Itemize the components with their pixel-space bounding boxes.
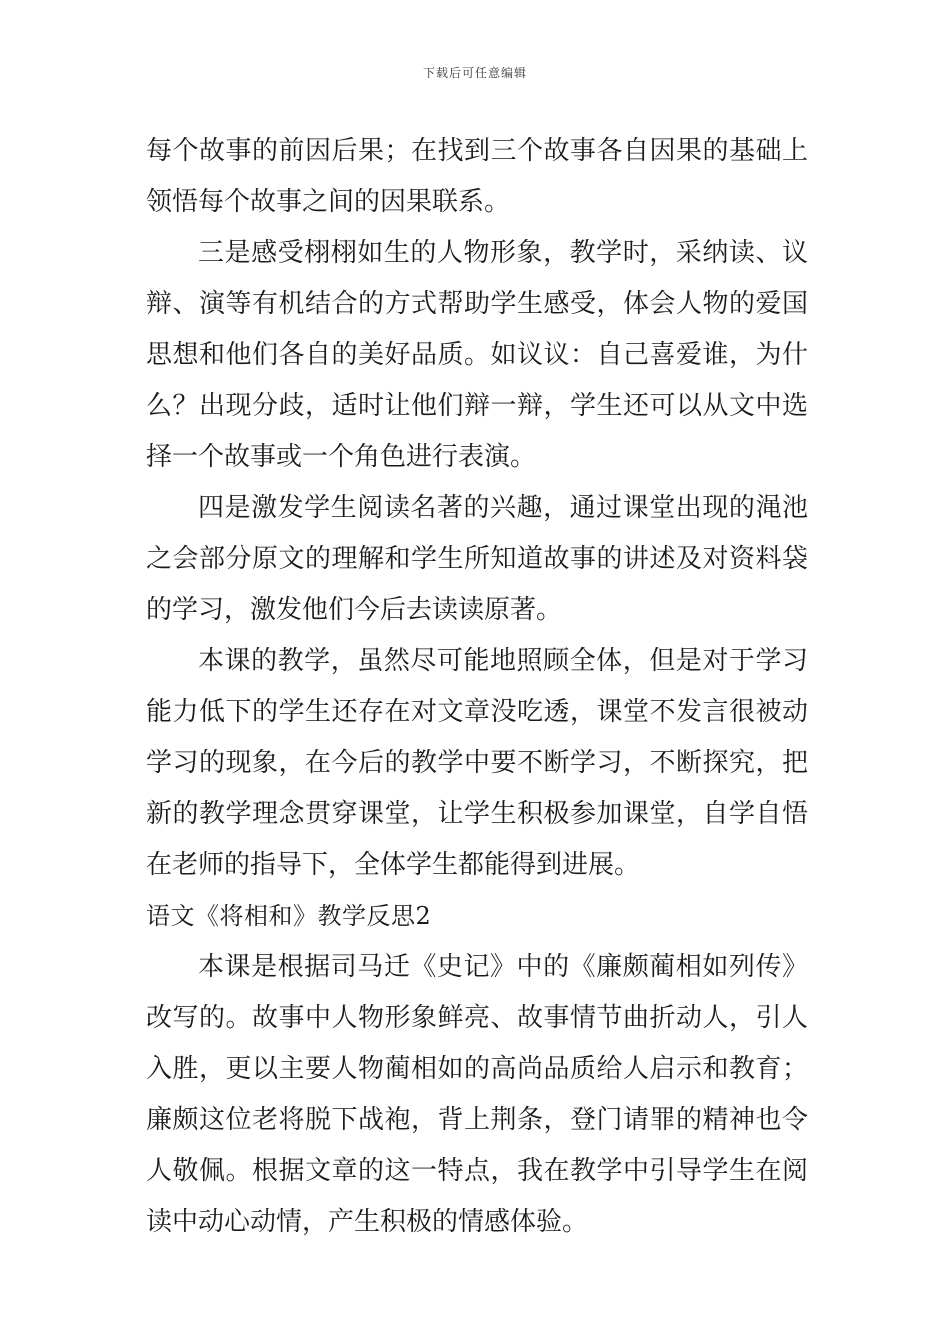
paragraph-characters: 三是感受栩栩如生的人物形象，教学时，采纳读、议辩、演等有机结合的方式帮助学生感受，体会人物的爱国思想和他们各自的美好品质。如议议：自己喜爱谁，为什么？出现分歧，适时让他们辩一辩，学生还可以从文中选择一个故事或一个角色进行表演。: [146, 238, 808, 472]
page-header: 下载后可任意编辑: [422, 66, 527, 80]
paragraph-lesson-intro: 本课是根据司马迁《史记》中的《廉颇蔺相如列传》改写的。故事中人物形象鲜亮、故事情节曲折动人，引人入胜，更以主要人物蔺相如的高尚品质给人启示和教育；廉颇这位老将脱下战袍，背上荆条，登门请罪的精神也令人敬佩。根据文章的这一特点，我在教学中引导学生在阅读中动心动情，产生积极的情感体验。: [146, 952, 808, 1237]
section-heading: 语文《将相和》教学反思2: [146, 902, 432, 930]
document-body: [146, 126, 808, 1248]
paragraph-reading-interest: 四是激发学生阅读名著的兴趣，通过课堂出现的渑池之会部分原文的理解和学生所知道故事的讲述及对资料袋的学习，激发他们今后去读读原著。: [146, 493, 808, 625]
paragraph-teaching-reflection: 本课的教学，虽然尽可能地照顾全体，但是对于学习能力低下的学生还存在对文章没吃透，课堂不发言很被动学习的现象，在今后的教学中要不断学习，不断探究，把新的教学理念贯穿课堂，让学生积极参加课堂，自学自悟在老师的指导下，全体学生都能得到进展。: [146, 646, 808, 880]
paragraph-causality: 每个故事的前因后果；在找到三个故事各自因果的基础上领悟每个故事之间的因果联系。: [146, 136, 808, 217]
